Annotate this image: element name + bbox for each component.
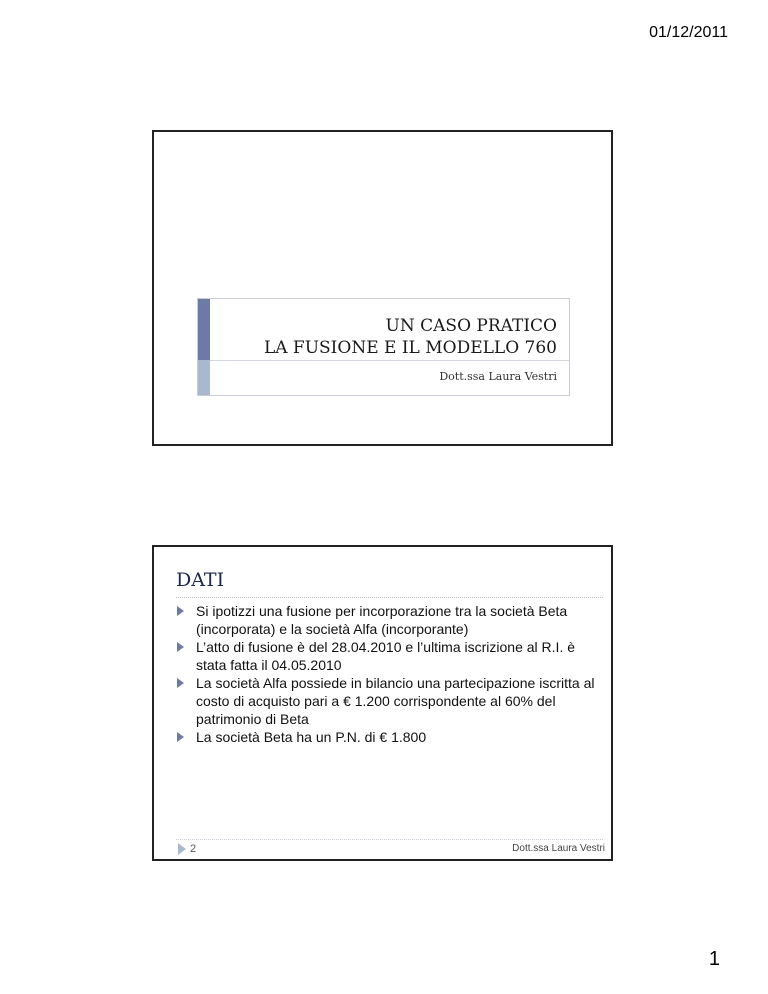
slide-number: 2 [190,843,197,855]
slide-title [264,315,557,359]
footer-divider [176,839,603,840]
slide-heading: DATI [176,569,225,591]
bullet-text: La società Beta ha un P.N. di € 1.800 [196,729,427,745]
slide-author: Dott.ssa Laura Vestri [439,370,557,383]
content-slide [152,545,613,861]
list-item [176,638,596,674]
page-date: 01/12/2011 [649,24,728,41]
list-item [176,602,596,638]
slide-title-line2: LA FUSIONE E IL MODELLO 760 [263,338,557,358]
slide-footer-author: Dott.ssa Laura Vestri [512,843,605,854]
bullet-triangle-icon [177,606,184,616]
bullet-list [176,602,596,746]
list-item [176,728,596,746]
accent-bar-dark [198,299,210,360]
bullet-triangle-icon [177,732,184,742]
bullet-text: La società Alfa possiede in bilancio una partecipazione iscritta al costo di acquisto pari a € 1.200 corrispondente al 60% del patrimonio di Beta [196,675,595,727]
page-arrow-icon [178,843,186,855]
page-number: 1 [708,948,720,970]
bullet-text: Si ipotizzi una fusione per incorporazione tra la società Beta (incorporata) e la società Alfa (incorporante) [196,603,568,637]
bullet-text: L’atto di fusione è del 28.04.2010 e l’ultima iscrizione al R.I. è stata fatta il 04.05.2010 [196,639,576,673]
title-slide [152,130,613,446]
title-divider [210,360,569,361]
slide-title-line1: UN CASO PRATICO [385,316,557,336]
accent-bar-light [198,360,210,395]
heading-divider [176,597,603,598]
bullet-triangle-icon [177,678,184,688]
bullet-triangle-icon [177,642,184,652]
list-item [176,674,596,728]
title-box [197,298,570,396]
